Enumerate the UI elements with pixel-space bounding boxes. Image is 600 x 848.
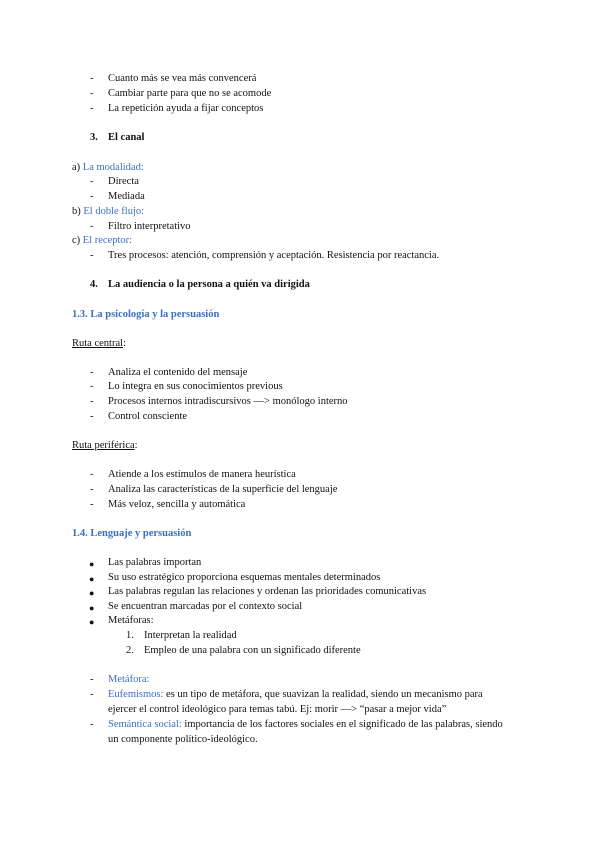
dash-marker: - bbox=[90, 381, 94, 392]
list-item: Empleo de una palabra con un significado diferente bbox=[144, 645, 361, 656]
list-item: Analiza el contenido del mensaje bbox=[108, 367, 248, 378]
canal-item-c: c) El receptor: bbox=[72, 235, 133, 246]
dash-marker: - bbox=[90, 73, 94, 84]
bullet-marker: ● bbox=[89, 574, 95, 584]
dash-marker: - bbox=[90, 396, 94, 407]
heading-1-4: 1.4. Lenguaje y persuasión bbox=[72, 528, 192, 539]
dash-marker: - bbox=[90, 88, 94, 99]
list-item: Su uso estratégico proporciona esquemas mentales determinados bbox=[108, 572, 381, 583]
list-item: Lo integra en sus conocimientos previous bbox=[108, 381, 283, 392]
eufemismos-line1: Eufemismos: es un tipo de metáfora, que suavizan la realidad, siendo un mecanismo para bbox=[108, 689, 483, 700]
canal-item-b: b) El doble flujo: bbox=[72, 206, 145, 217]
list-item: Atiende a los estímulos de manera heurística bbox=[108, 469, 296, 480]
list-item: La repetición ayuda a fijar conceptos bbox=[108, 103, 264, 114]
list-item: Analiza las características de la superficie del lenguaje bbox=[108, 484, 338, 495]
list-item: Las palabras importan bbox=[108, 557, 202, 568]
ruta-periferica-label: Ruta periférica: bbox=[72, 440, 138, 451]
dash-marker: - bbox=[90, 674, 94, 685]
list-item: Control consciente bbox=[108, 411, 188, 422]
section-number: 3. bbox=[90, 132, 98, 143]
list-item: Interpretan la realidad bbox=[144, 630, 237, 641]
list-item: Cuanto más se vea más convencerá bbox=[108, 73, 257, 84]
dash-marker: - bbox=[90, 367, 94, 378]
dash-marker: - bbox=[90, 469, 94, 480]
eufemismos-line2: ejercer el control ideológico para temas tabú. Ej: morir —> “pasar a mejor vida” bbox=[108, 704, 447, 715]
bullet-marker: ● bbox=[89, 603, 95, 613]
dash-marker: - bbox=[90, 250, 94, 261]
semantica-label: Semántica social: bbox=[108, 719, 182, 730]
semantica-line2: un componente político-ideológico. bbox=[108, 734, 258, 745]
list-item: Las palabras regulan las relaciones y ordenan las prioridades comunicativas bbox=[108, 586, 427, 597]
dash-marker: - bbox=[90, 191, 94, 202]
bullet-marker: ● bbox=[89, 559, 95, 569]
bullet-marker: ● bbox=[89, 588, 95, 598]
list-item: Se encuentran marcadas por el contexto social bbox=[108, 601, 303, 612]
section-title: La audiencia o la persona a quién va dirigida bbox=[108, 279, 310, 290]
list-item: Mediada bbox=[108, 191, 145, 202]
metafora-label: Metáfora: bbox=[108, 674, 150, 685]
dash-marker: - bbox=[90, 719, 94, 730]
eufemismos-label: Eufemismos: bbox=[108, 689, 164, 700]
semantica-line1: Semántica social: importancia de los factores sociales en el significado de las palabras, siendo bbox=[108, 719, 503, 730]
list-item: Procesos internos intradiscursivos —> monólogo interno bbox=[108, 396, 348, 407]
dash-marker: - bbox=[90, 484, 94, 495]
dash-marker: - bbox=[90, 221, 94, 232]
list-item: Cambiar parte para que no se acomode bbox=[108, 88, 272, 99]
dash-marker: - bbox=[90, 176, 94, 187]
section-title: El canal bbox=[108, 132, 145, 143]
list-item: Más veloz, sencilla y automática bbox=[108, 499, 246, 510]
bullet-marker: ● bbox=[89, 617, 95, 627]
heading-1-3: 1.3. La psicología y la persuasión bbox=[72, 309, 220, 320]
list-item: Directa bbox=[108, 176, 139, 187]
list-item: Metáforas: bbox=[108, 615, 154, 626]
ruta-central-label: Ruta central: bbox=[72, 338, 126, 349]
list-item: Tres procesos: atención, comprensión y aceptación. Resistencia por reactancia. bbox=[108, 250, 440, 261]
ordered-number: 1. bbox=[126, 630, 134, 641]
canal-item-a: a) La modalidad: bbox=[72, 162, 144, 173]
dash-marker: - bbox=[90, 689, 94, 700]
ordered-number: 2. bbox=[126, 645, 134, 656]
list-item: Filtro interpretativo bbox=[108, 221, 191, 232]
dash-marker: - bbox=[90, 499, 94, 510]
dash-marker: - bbox=[90, 411, 94, 422]
dash-marker: - bbox=[90, 103, 94, 114]
section-number: 4. bbox=[90, 279, 98, 290]
